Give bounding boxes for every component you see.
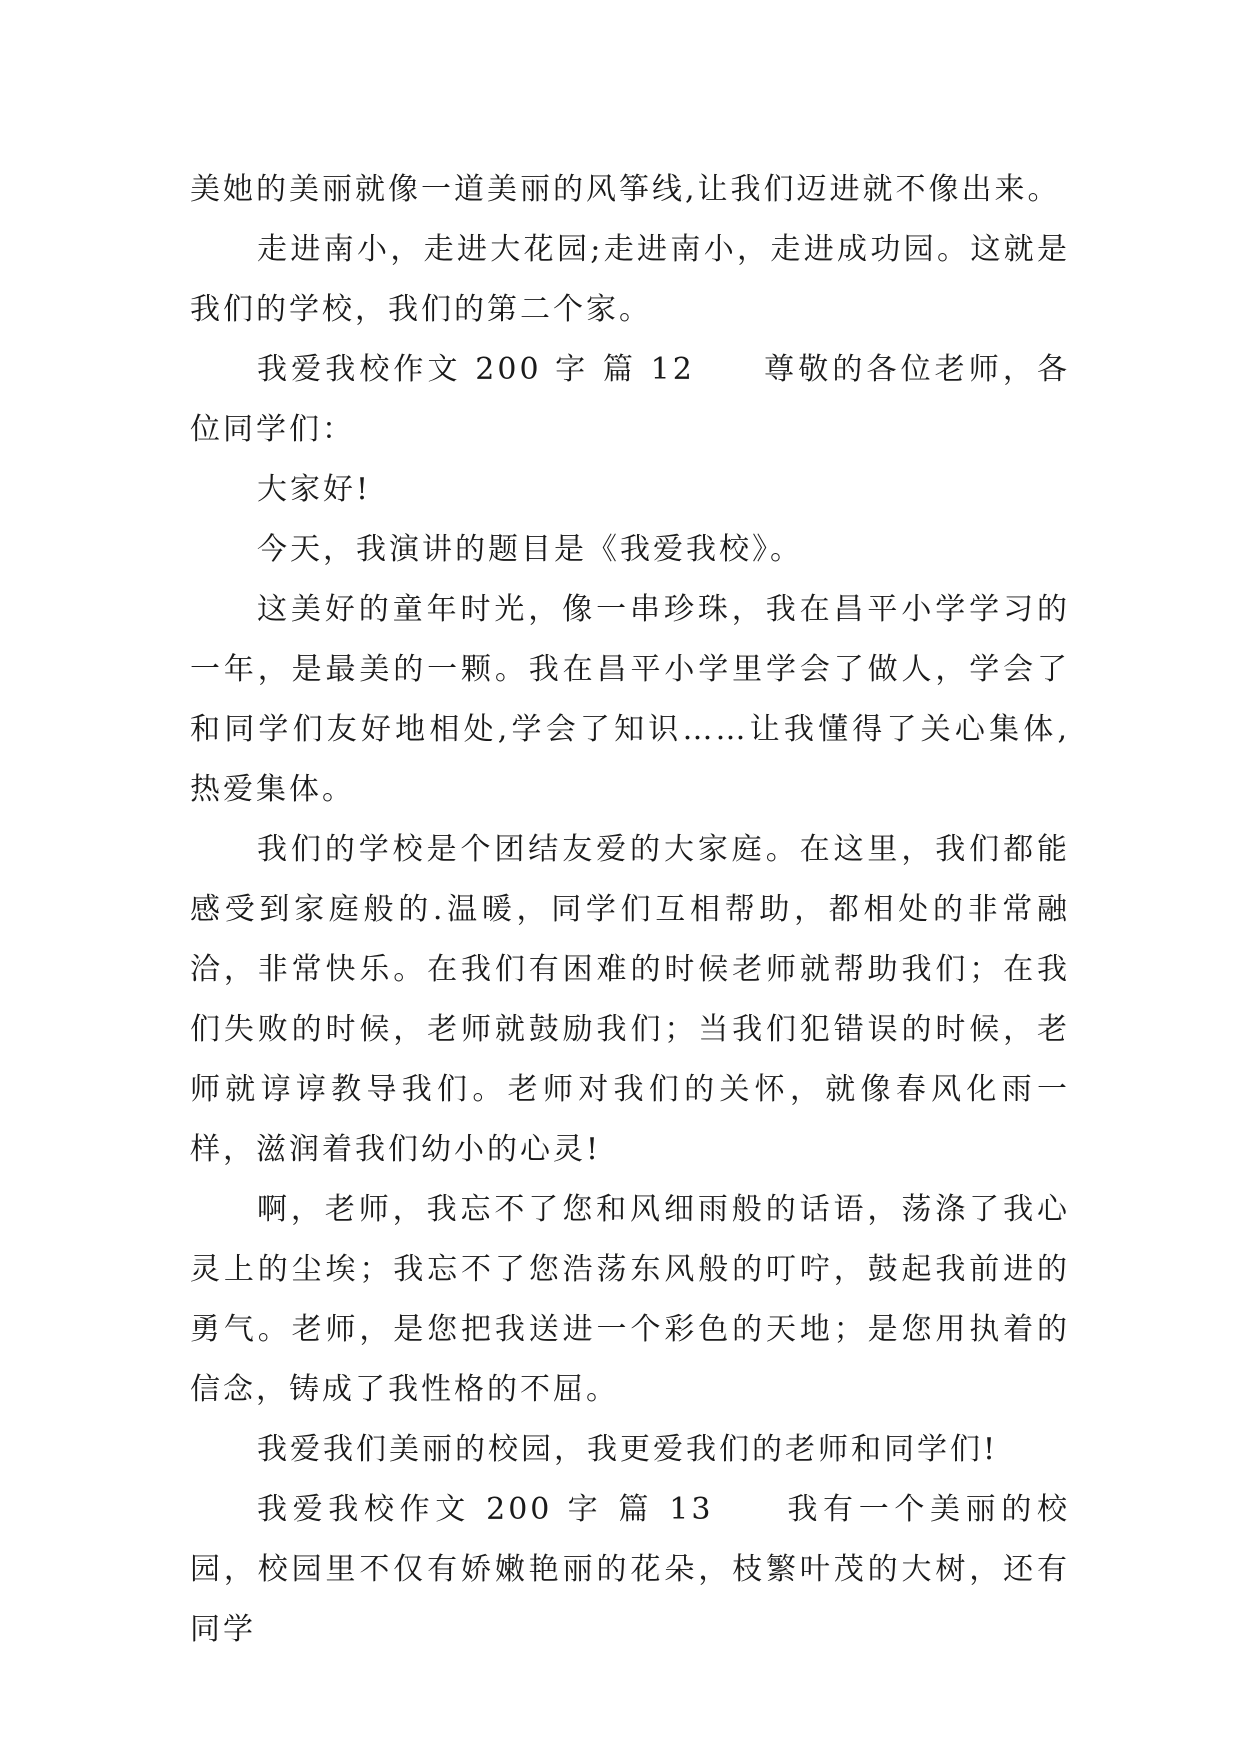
section-heading-12: 我爱我校作文 200 字 篇 12 尊敬的各位老师，各位同学们：: [190, 352, 1070, 447]
paragraph-1: 美她的美丽就像一道美丽的风筝线,让我们迈进就不像出来。: [190, 172, 1061, 207]
paragraph-school-family: 我们的学校是个团结友爱的大家庭。在这里，我们都能感受到家庭般的.温暖，同学们互相帮助，都相处的非常融洽，非常快乐。在我们有困难的时候老师就帮助我们；在我们失败的时候，老师就鼓励我们；当我们犯错误的时候，老师就谆谆教导我们。老师对我们的关怀，就像春风化雨一样，滋润着我们幼小的心灵!: [190, 832, 1070, 1167]
paragraph-love-school: 我爱我们美丽的校园，我更爱我们的老师和同学们!: [257, 1432, 999, 1467]
paragraph-2: 走进南小，走进大花园;走进南小，走进成功园。这就是我们的学校，我们的第二个家。: [190, 232, 1070, 327]
paragraph-childhood: 这美好的童年时光，像一串珍珠，我在昌平小学学习的一年，是最美的一颗。我在昌平小学里学会了做人，学会了和同学们友好地相处,学会了知识……让我懂得了关心集体,热爱集体。: [190, 592, 1070, 807]
paragraph-topic: 今天，我演讲的题目是《我爱我校》。: [257, 532, 803, 567]
document-body: [190, 160, 1070, 1660]
section-heading-13: 我爱我校作文 200 字 篇 13 我有一个美丽的校园，校园里不仅有娇嫩艳丽的花朵，枝繁叶茂的大树，还有同学: [190, 1492, 1070, 1647]
paragraph-greeting: 大家好!: [257, 472, 372, 507]
paragraph-teacher: 啊，老师，我忘不了您和风细雨般的话语，荡涤了我心灵上的尘埃；我忘不了您浩荡东风般的叮咛，鼓起我前进的勇气。老师，是您把我送进一个彩色的天地；是您用执着的信念，铸成了我性格的不屈。: [190, 1192, 1070, 1407]
